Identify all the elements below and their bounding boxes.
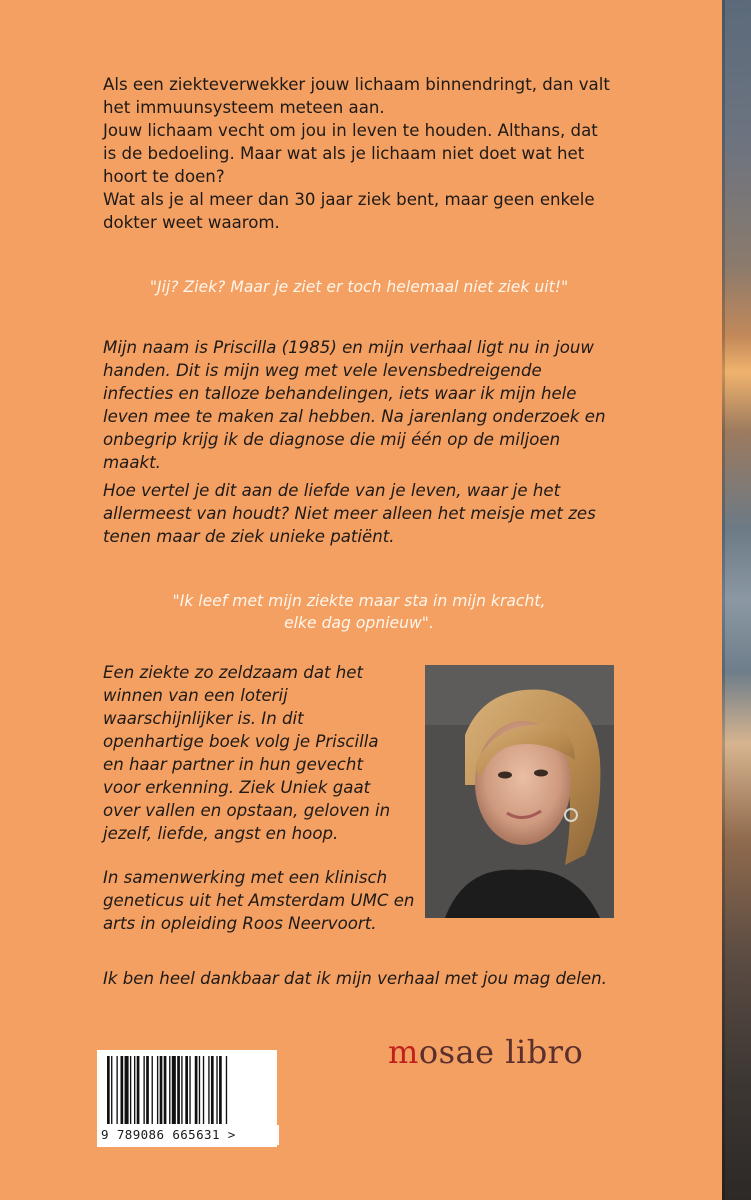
barcode-bar [146, 1056, 149, 1124]
barcode-bar [169, 1056, 170, 1124]
barcode-bar [107, 1056, 110, 1124]
barcode-bar [130, 1056, 131, 1124]
barcode-bar [181, 1056, 182, 1124]
barcode-bar [143, 1056, 144, 1124]
book-spine-edge [722, 0, 751, 1200]
paragraph-rare-disease: Een ziekte zo zeldzaam dat het winnen van een loterij waarschijnlijker is. In dit openhartige boek volg je Priscilla en haar partner in hun gevecht voor erkenning. Ziek Uniek gaat over vallen en opstaan, geloven in jezelf, liefde, angst en hoop. [103, 663, 391, 843]
barcode-bar [172, 1056, 176, 1124]
quote-second-line-2: elke dag opnieuw". [284, 614, 434, 632]
isbn-number: 9 789086 665631 > [97, 1125, 279, 1145]
quote-second [103, 590, 615, 634]
paragraph-author-intro: Mijn naam is Priscilla (1985) en mijn verhaal ligt nu in jouw handen. Dit is mijn weg met vele levensbedreigende infecties en talloze behandelingen, iets waar ik mijn hele leven mee te maken zal hebben. Na jarenlang onderzoek en onbegrip krijg ik de diagnose die mij één op de miljoen maakt. [103, 338, 606, 472]
intro-line-1: Als een ziekteverwekker jouw lichaam binnendringt, dan valt het immuunsysteem meteen aan. [103, 75, 610, 117]
barcode-bar [177, 1056, 180, 1124]
barcode-bar [137, 1056, 140, 1124]
barcode-bars [105, 1056, 269, 1128]
barcode-bar [157, 1056, 158, 1124]
publisher-logo-rest: osae libro [418, 1033, 584, 1071]
barcode-bar [152, 1056, 153, 1124]
barcode-bar [185, 1056, 188, 1124]
quote-first: "Jij? Ziek? Maar je ziet er toch helemaal niet ziek uit!" [149, 278, 569, 296]
barcode-bar [164, 1056, 167, 1124]
quote-second-line-1: "Ik leef met mijn ziekte maar sta in mijn kracht, [172, 592, 546, 610]
barcode-bar [226, 1056, 227, 1124]
paragraph-collaboration: In samenwerking met een klinisch geneticus uit het Amsterdam UMC en arts in opleiding Roos Neervoort. [103, 868, 415, 933]
barcode-bar [211, 1056, 214, 1124]
intro-line-2: Jouw lichaam vecht om jou in leven te houden. Althans, dat is de bedoeling. Maar wat als je lichaam niet doet wat het hoort te doen? [103, 121, 598, 186]
barcode-bar [189, 1056, 190, 1124]
barcode-bar [219, 1056, 222, 1124]
barcode-bar [160, 1056, 163, 1124]
author-photo [425, 665, 614, 918]
author-portrait-illustration [425, 665, 614, 918]
publisher-logo-m: m [388, 1033, 419, 1071]
barcode-bar [216, 1056, 217, 1124]
barcode-bar [125, 1056, 129, 1124]
barcode-bar [111, 1056, 112, 1124]
paragraph-gratitude: Ik ben heel dankbaar dat ik mijn verhaal met jou mag delen. [103, 969, 607, 988]
barcode-bar [195, 1056, 198, 1124]
barcode-bar [116, 1056, 117, 1124]
barcode-bar [203, 1056, 204, 1124]
intro-line-3: Wat als je al meer dan 30 jaar ziek bent, maar geen enkele dokter weet waarom. [103, 190, 595, 232]
publisher-logo [388, 1033, 583, 1071]
intro-paragraph [103, 73, 615, 234]
paragraph-love: Hoe vertel je dit aan de liefde van je leven, waar je het allermeest van houdt? Niet meer alleen het meisje met zes tenen maar de ziek unieke patiënt. [103, 481, 596, 546]
barcode-bar [199, 1056, 200, 1124]
barcode-bar [208, 1056, 209, 1124]
barcode-bar [121, 1056, 124, 1124]
barcode-bar [134, 1056, 135, 1124]
